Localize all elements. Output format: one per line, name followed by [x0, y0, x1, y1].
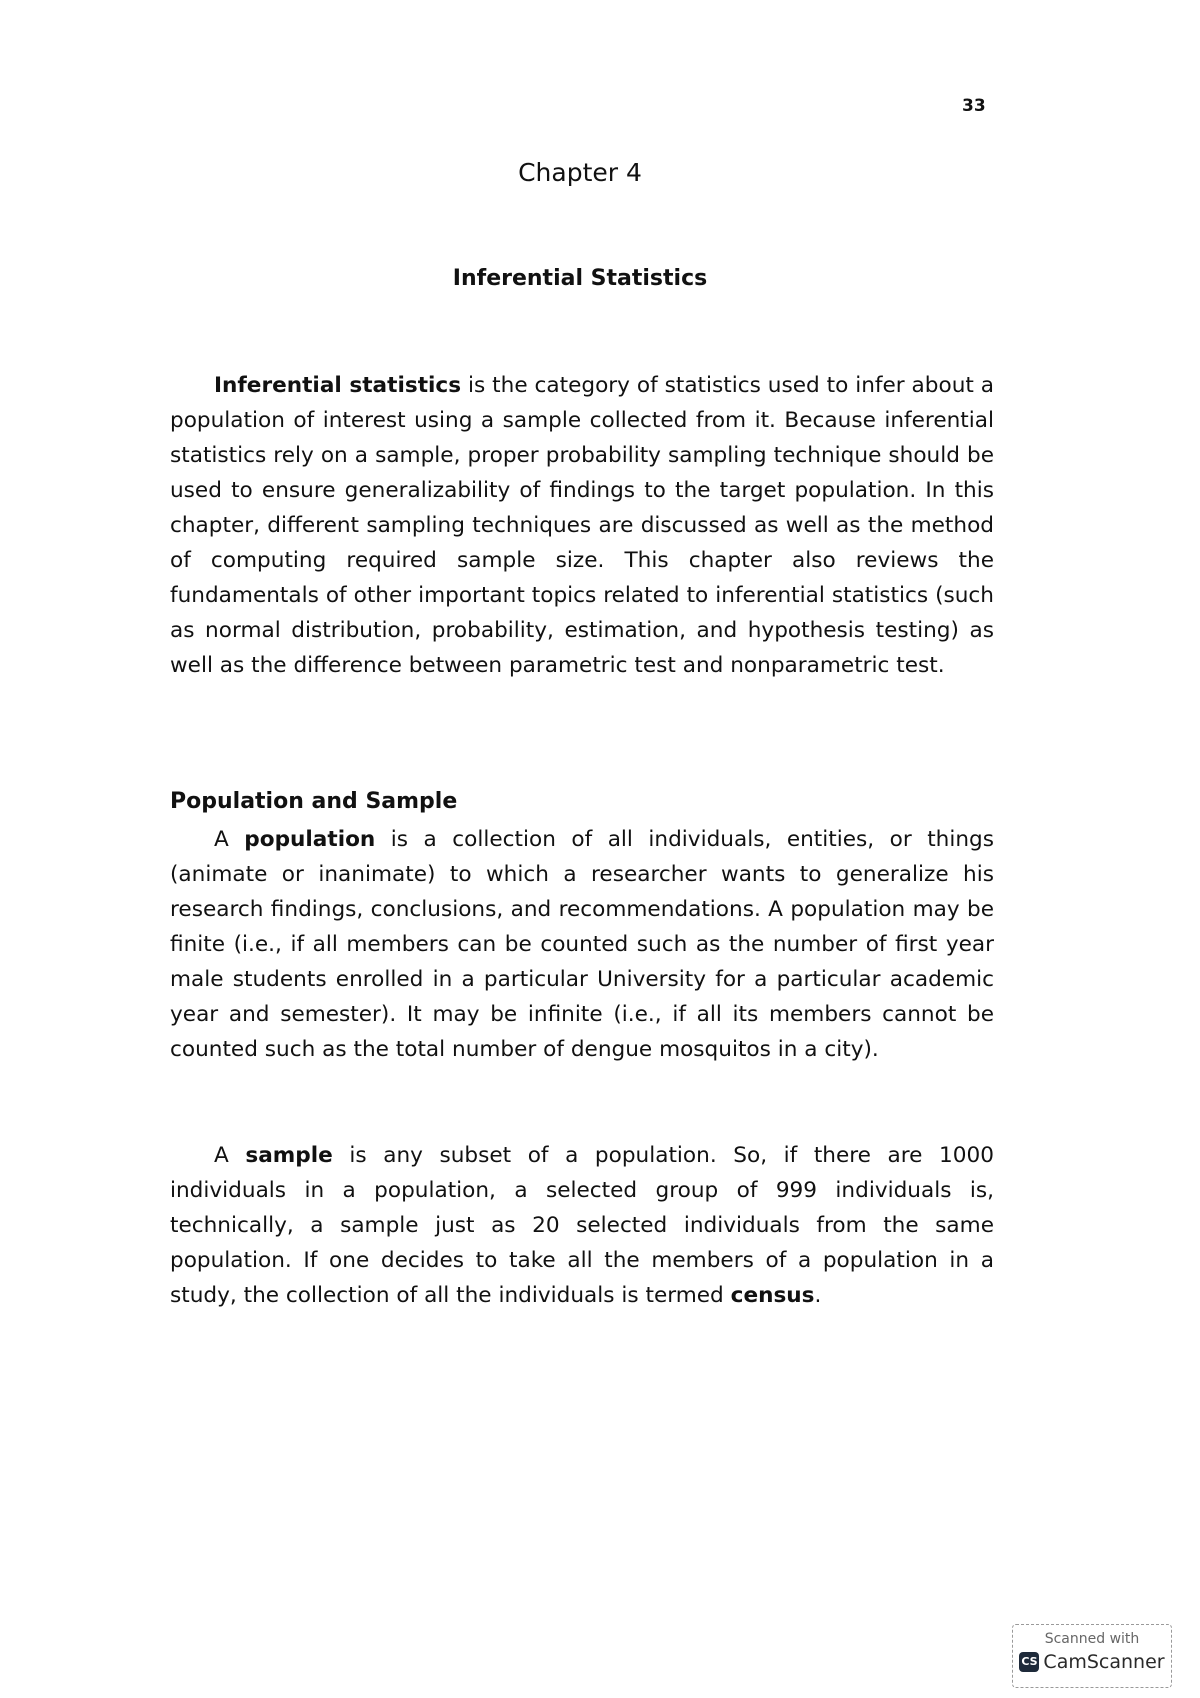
watermark-line2-row: [1013, 1651, 1171, 1673]
census-term: census: [730, 1283, 815, 1308]
camscanner-logo-icon: CS: [1019, 1652, 1039, 1672]
chapter-title: Inferential Statistics: [452, 266, 708, 291]
sample-text: is any subset of a population. So, if there are 1000 individuals in a population, a selected group of 999 individuals is, technically, a sample just as 20 selected individuals from the same population. If one decides to take all the members of a population in a study, the collection of all the individuals is termed: [170, 1143, 994, 1308]
section-heading: Population and Sample: [170, 789, 458, 814]
intro-term: Inferential statistics: [214, 373, 462, 398]
sample-prefix: A: [214, 1143, 246, 1168]
sample-paragraph: [170, 1138, 994, 1313]
population-prefix: A: [214, 827, 245, 852]
population-term: population: [244, 827, 376, 852]
population-paragraph: [170, 822, 994, 1067]
page-number: 33: [962, 96, 986, 116]
camscanner-watermark: [1012, 1624, 1172, 1688]
intro-paragraph: [170, 368, 994, 683]
population-text: is a collection of all individuals, entities, or things (animate or inanimate) to which a researcher wants to generalize his research findings, conclusions, and recommendations. A population may be finite (i.e., if all members can be counted such as the number of first year male students enrolled in a particular University for a particular academic year and semester). It may be infinite (i.e., if all its members cannot be counted such as the total number of dengue mosquitos in a city).: [170, 827, 994, 1062]
chapter-label: Chapter 4: [518, 158, 642, 187]
sample-term: sample: [245, 1143, 333, 1168]
watermark-line1: Scanned with: [1044, 1631, 1140, 1647]
intro-text: is the category of statistics used to infer about a population of interest using a sample collected from it. Because inferential statistics rely on a sample, proper probability sampling technique should be used to ensure generalizability of findings to the target population. In this chapter, different sampling techniques are discussed as well as the method of computing required sample size. This chapter also reviews the fundamentals of other important topics related to inferential statistics (such as normal distribution, probability, estimation, and hypothesis testing) as well as the difference between parametric test and nonparametric test.: [170, 373, 995, 678]
sample-period: .: [814, 1283, 822, 1308]
watermark-line2: CamScanner: [1043, 1651, 1165, 1673]
